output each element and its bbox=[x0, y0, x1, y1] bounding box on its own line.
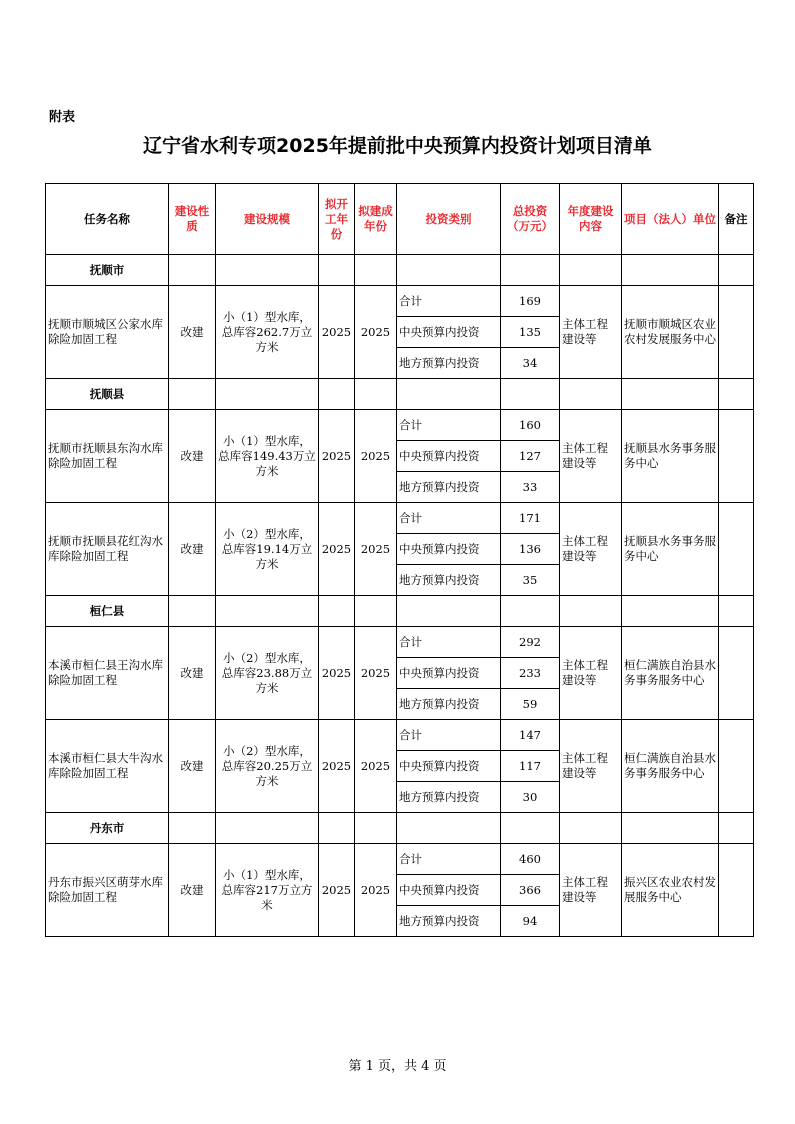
project-table bbox=[45, 183, 754, 937]
project-remark bbox=[719, 503, 754, 596]
project-end-year: 2025 bbox=[355, 503, 397, 596]
empty-cell bbox=[560, 596, 622, 627]
region-name: 抚顺市 bbox=[46, 255, 169, 286]
project-name: 本溪市桓仁县大牛沟水库除险加固工程 bbox=[46, 720, 169, 813]
empty-cell bbox=[169, 255, 216, 286]
col-total: 总投资（万元） bbox=[501, 184, 560, 255]
project-end-year: 2025 bbox=[355, 844, 397, 937]
project-scale: 小（2）型水库，总库容20.25万立方米 bbox=[216, 720, 319, 813]
empty-cell bbox=[622, 596, 719, 627]
empty-cell bbox=[355, 379, 397, 410]
col-nature: 建设性质 bbox=[169, 184, 216, 255]
empty-cell bbox=[560, 813, 622, 844]
project-scale: 小（2）型水库，总库容23.88万立方米 bbox=[216, 627, 319, 720]
empty-cell bbox=[216, 255, 319, 286]
empty-cell bbox=[397, 596, 501, 627]
project-unit: 抚顺县水务事务服务中心 bbox=[622, 503, 719, 596]
col-scale: 建设规模 bbox=[216, 184, 319, 255]
project-nature: 改建 bbox=[169, 720, 216, 813]
project-remark bbox=[719, 286, 754, 379]
empty-cell bbox=[501, 596, 560, 627]
investment-type: 地方预算内投资 bbox=[397, 782, 501, 813]
investment-amount: 35 bbox=[501, 565, 560, 596]
investment-amount: 127 bbox=[501, 441, 560, 472]
project-content: 主体工程建设等 bbox=[560, 503, 622, 596]
empty-cell bbox=[501, 813, 560, 844]
empty-cell bbox=[216, 379, 319, 410]
page-title: 辽宁省水利专项2025年提前批中央预算内投资计划项目清单 bbox=[143, 135, 652, 157]
empty-cell bbox=[355, 255, 397, 286]
region-row bbox=[46, 255, 754, 286]
region-name: 丹东市 bbox=[46, 813, 169, 844]
investment-type: 地方预算内投资 bbox=[397, 906, 501, 937]
investment-amount: 94 bbox=[501, 906, 560, 937]
project-nature: 改建 bbox=[169, 286, 216, 379]
project-content: 主体工程建设等 bbox=[560, 844, 622, 937]
project-nature: 改建 bbox=[169, 410, 216, 503]
project-start-year: 2025 bbox=[319, 844, 355, 937]
project-end-year: 2025 bbox=[355, 410, 397, 503]
project-row bbox=[46, 720, 754, 751]
project-scale: 小（1）型水库，总库容149.43万立方米 bbox=[216, 410, 319, 503]
investment-amount: 171 bbox=[501, 503, 560, 534]
empty-cell bbox=[719, 379, 754, 410]
col-task-name: 任务名称 bbox=[46, 184, 169, 255]
project-nature: 改建 bbox=[169, 627, 216, 720]
investment-type: 合计 bbox=[397, 286, 501, 317]
empty-cell bbox=[169, 379, 216, 410]
col-invest-type: 投资类别 bbox=[397, 184, 501, 255]
investment-amount: 136 bbox=[501, 534, 560, 565]
empty-cell bbox=[216, 596, 319, 627]
annex-label: 附表 bbox=[49, 110, 76, 125]
empty-cell bbox=[501, 379, 560, 410]
project-content: 主体工程建设等 bbox=[560, 720, 622, 813]
project-content: 主体工程建设等 bbox=[560, 410, 622, 503]
investment-type: 中央预算内投资 bbox=[397, 534, 501, 565]
project-name: 抚顺市顺城区公家水库除险加固工程 bbox=[46, 286, 169, 379]
investment-type: 中央预算内投资 bbox=[397, 441, 501, 472]
col-start-year: 拟开工年份 bbox=[319, 184, 355, 255]
project-row bbox=[46, 286, 754, 317]
project-nature: 改建 bbox=[169, 844, 216, 937]
investment-amount: 292 bbox=[501, 627, 560, 658]
investment-type: 地方预算内投资 bbox=[397, 472, 501, 503]
project-row bbox=[46, 627, 754, 658]
project-nature: 改建 bbox=[169, 503, 216, 596]
empty-cell bbox=[622, 379, 719, 410]
investment-amount: 147 bbox=[501, 720, 560, 751]
project-end-year: 2025 bbox=[355, 720, 397, 813]
empty-cell bbox=[319, 255, 355, 286]
investment-amount: 460 bbox=[501, 844, 560, 875]
project-remark bbox=[719, 410, 754, 503]
project-unit: 抚顺县水务事务服务中心 bbox=[622, 410, 719, 503]
project-start-year: 2025 bbox=[319, 627, 355, 720]
investment-amount: 169 bbox=[501, 286, 560, 317]
empty-cell bbox=[719, 813, 754, 844]
empty-cell bbox=[169, 596, 216, 627]
col-unit: 项目（法人）单位 bbox=[622, 184, 719, 255]
empty-cell bbox=[319, 596, 355, 627]
region-row bbox=[46, 596, 754, 627]
investment-amount: 160 bbox=[501, 410, 560, 441]
project-name: 抚顺市抚顺县花红沟水库除险加固工程 bbox=[46, 503, 169, 596]
region-name: 抚顺县 bbox=[46, 379, 169, 410]
investment-type: 合计 bbox=[397, 720, 501, 751]
investment-type: 地方预算内投资 bbox=[397, 689, 501, 720]
investment-amount: 34 bbox=[501, 348, 560, 379]
empty-cell bbox=[216, 813, 319, 844]
region-row bbox=[46, 813, 754, 844]
region-row bbox=[46, 379, 754, 410]
project-end-year: 2025 bbox=[355, 627, 397, 720]
project-remark bbox=[719, 720, 754, 813]
project-unit: 桓仁满族自治县水务事务服务中心 bbox=[622, 627, 719, 720]
empty-cell bbox=[622, 813, 719, 844]
col-remark: 备注 bbox=[719, 184, 754, 255]
investment-type: 中央预算内投资 bbox=[397, 751, 501, 782]
investment-amount: 135 bbox=[501, 317, 560, 348]
investment-type: 地方预算内投资 bbox=[397, 348, 501, 379]
project-row bbox=[46, 410, 754, 441]
empty-cell bbox=[355, 596, 397, 627]
empty-cell bbox=[169, 813, 216, 844]
project-end-year: 2025 bbox=[355, 286, 397, 379]
project-remark bbox=[719, 844, 754, 937]
project-unit: 桓仁满族自治县水务事务服务中心 bbox=[622, 720, 719, 813]
empty-cell bbox=[319, 813, 355, 844]
project-unit: 抚顺市顺城区农业农村发展服务中心 bbox=[622, 286, 719, 379]
empty-cell bbox=[397, 255, 501, 286]
col-end-year: 拟建成年份 bbox=[355, 184, 397, 255]
investment-type: 中央预算内投资 bbox=[397, 658, 501, 689]
empty-cell bbox=[501, 255, 560, 286]
project-content: 主体工程建设等 bbox=[560, 286, 622, 379]
empty-cell bbox=[622, 255, 719, 286]
header-row bbox=[46, 184, 754, 255]
project-start-year: 2025 bbox=[319, 503, 355, 596]
project-start-year: 2025 bbox=[319, 720, 355, 813]
empty-cell bbox=[319, 379, 355, 410]
investment-type: 地方预算内投资 bbox=[397, 565, 501, 596]
project-start-year: 2025 bbox=[319, 286, 355, 379]
region-name: 桓仁县 bbox=[46, 596, 169, 627]
project-name: 抚顺市抚顺县东沟水库除险加固工程 bbox=[46, 410, 169, 503]
project-remark bbox=[719, 627, 754, 720]
project-content: 主体工程建设等 bbox=[560, 627, 622, 720]
investment-amount: 366 bbox=[501, 875, 560, 906]
project-row bbox=[46, 844, 754, 875]
investment-type: 合计 bbox=[397, 844, 501, 875]
investment-amount: 59 bbox=[501, 689, 560, 720]
empty-cell bbox=[355, 813, 397, 844]
project-scale: 小（1）型水库，总库容217万立方米 bbox=[216, 844, 319, 937]
investment-amount: 33 bbox=[501, 472, 560, 503]
project-name: 本溪市桓仁县王沟水库除险加固工程 bbox=[46, 627, 169, 720]
col-content: 年度建设内容 bbox=[560, 184, 622, 255]
project-row bbox=[46, 503, 754, 534]
investment-type: 中央预算内投资 bbox=[397, 875, 501, 906]
project-scale: 小（1）型水库，总库容262.7万立方米 bbox=[216, 286, 319, 379]
empty-cell bbox=[560, 255, 622, 286]
empty-cell bbox=[397, 379, 501, 410]
investment-type: 合计 bbox=[397, 410, 501, 441]
empty-cell bbox=[560, 379, 622, 410]
page-footer: 第 1 页，共 4 页 bbox=[348, 1059, 447, 1074]
investment-amount: 30 bbox=[501, 782, 560, 813]
project-unit: 振兴区农业农村发展服务中心 bbox=[622, 844, 719, 937]
project-name: 丹东市振兴区萌芽水库除险加固工程 bbox=[46, 844, 169, 937]
investment-amount: 233 bbox=[501, 658, 560, 689]
investment-type: 中央预算内投资 bbox=[397, 317, 501, 348]
project-scale: 小（2）型水库，总库容19.14万立方米 bbox=[216, 503, 319, 596]
empty-cell bbox=[719, 255, 754, 286]
investment-type: 合计 bbox=[397, 503, 501, 534]
empty-cell bbox=[397, 813, 501, 844]
project-start-year: 2025 bbox=[319, 410, 355, 503]
empty-cell bbox=[719, 596, 754, 627]
investment-type: 合计 bbox=[397, 627, 501, 658]
investment-amount: 117 bbox=[501, 751, 560, 782]
